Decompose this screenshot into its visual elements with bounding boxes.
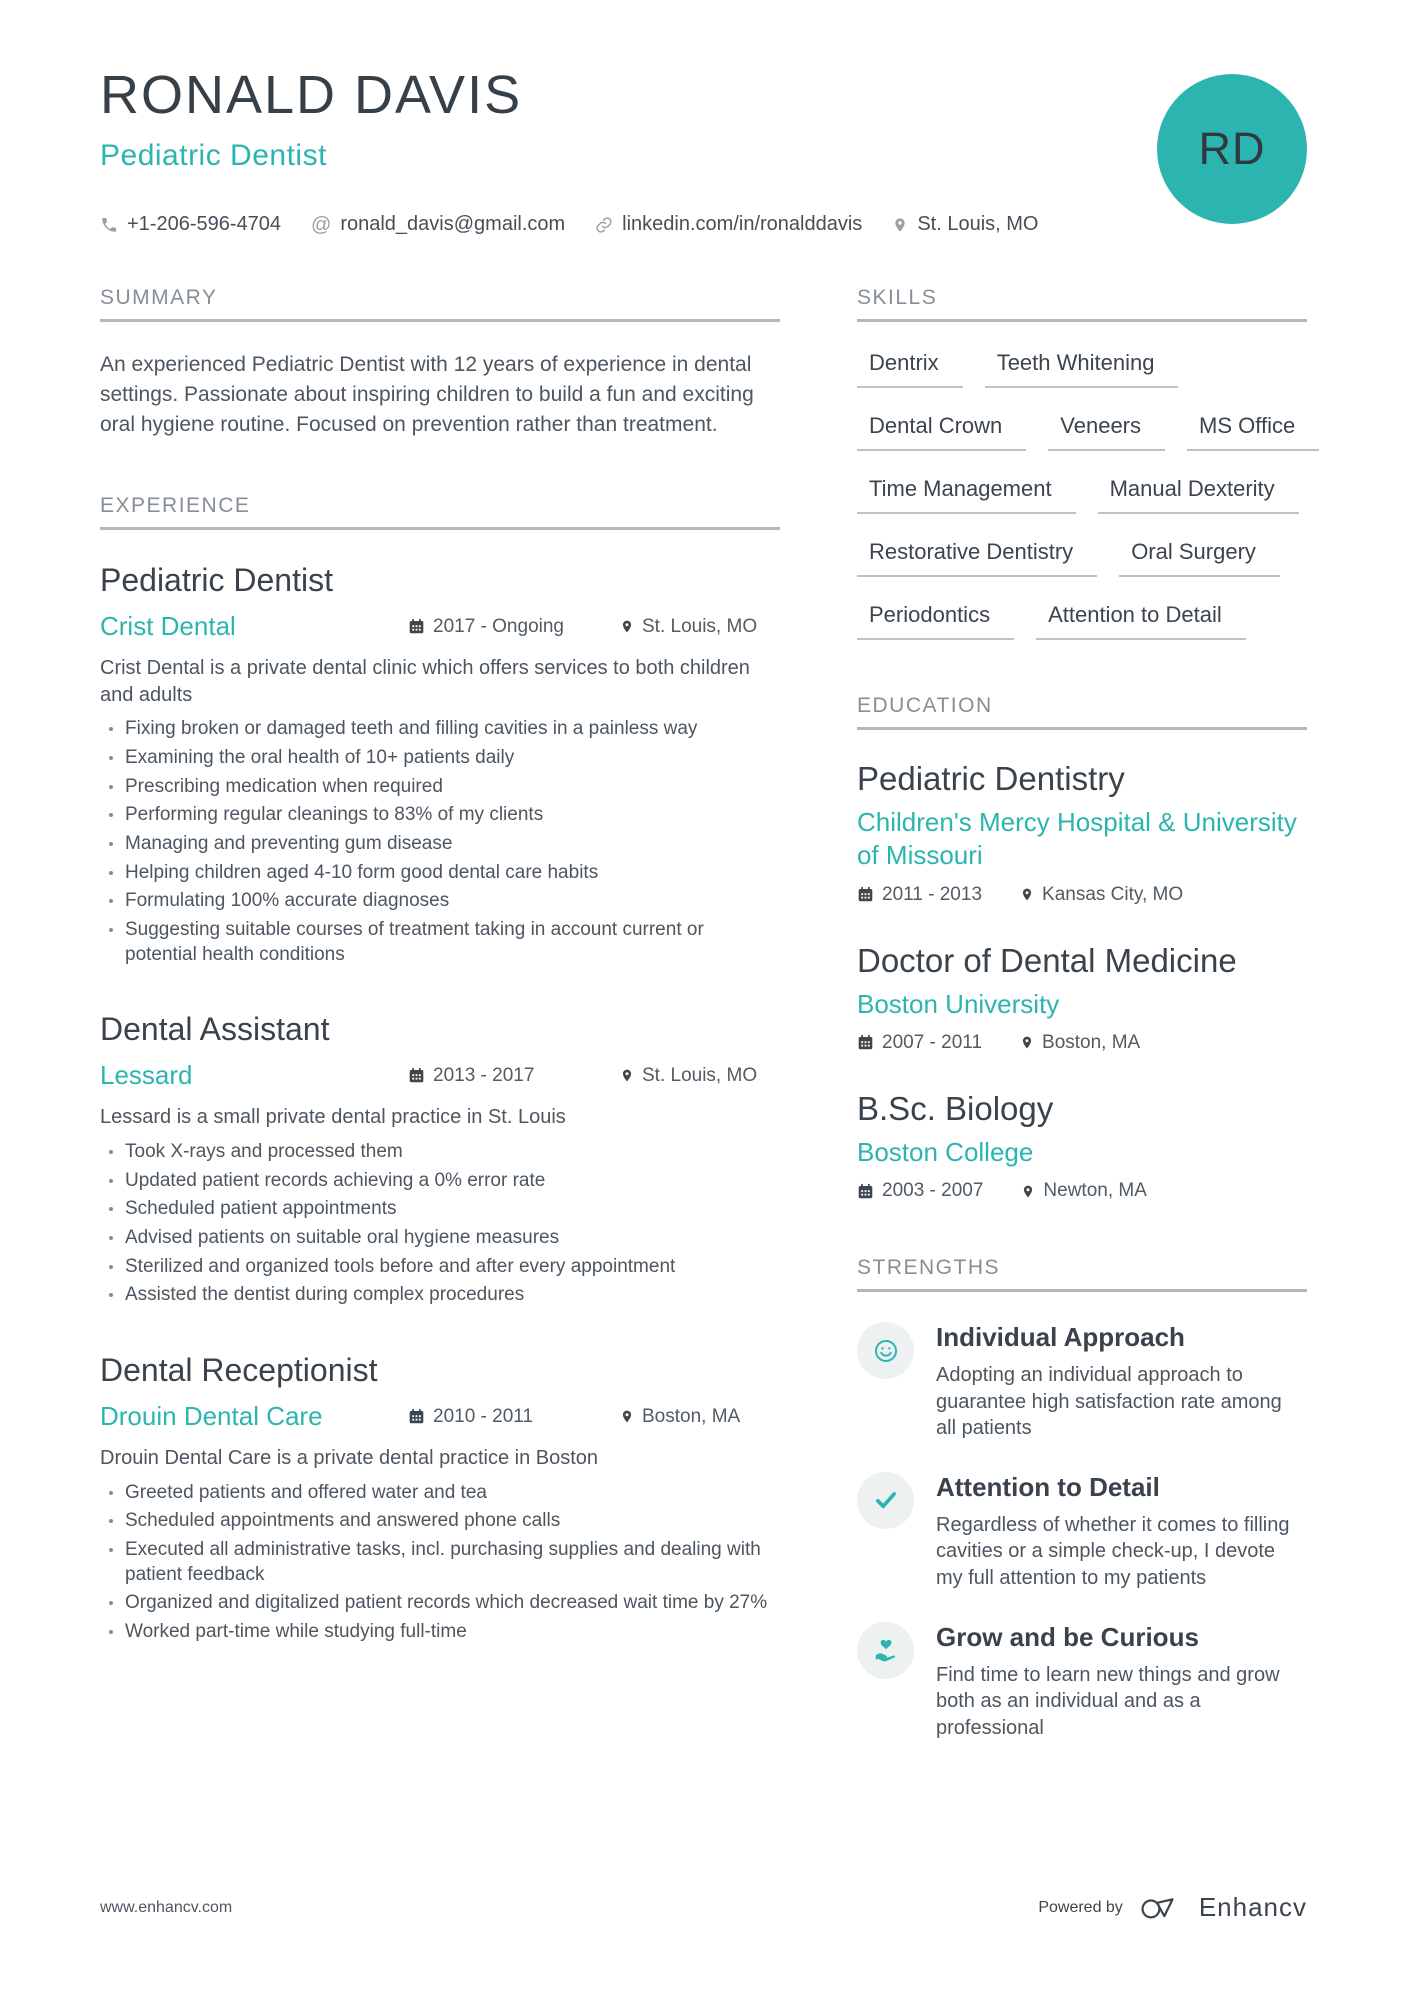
calendar-icon <box>857 1183 874 1200</box>
enhancv-logo-icon <box>1139 1894 1183 1921</box>
summary-text: An experienced Pediatric Dentist with 12 years of experience in dental settings. Passionate about inspiring children to build a fun and exciting oral hygiene routine. Focused on prevention rather than treatment. <box>100 353 754 437</box>
education-school: Boston College <box>857 1136 1034 1167</box>
skill-row <box>857 539 1307 577</box>
job-bullet: Suggesting suitable courses of treatment taking in account current or potential health conditions <box>100 918 780 967</box>
contact-location-value: St. Louis, MO <box>917 213 1039 235</box>
experience-entry <box>100 562 780 967</box>
link-icon <box>595 216 613 234</box>
job-location <box>620 616 780 638</box>
job-bullet: Scheduled patient appointments <box>100 1197 780 1222</box>
education-location-value: Newton, MA <box>1043 1180 1147 1202</box>
skill-tag: Dental Crown <box>857 413 1026 451</box>
education-location-value: Boston, MA <box>1042 1031 1141 1053</box>
at-icon: @ <box>311 213 332 236</box>
strength-entry <box>857 1322 1307 1442</box>
education-meta-row <box>857 1032 1307 1054</box>
experience-entry <box>100 1011 780 1308</box>
skill-tag: Periodontics <box>857 602 1014 640</box>
skills-section-title: SKILLS <box>857 286 1307 322</box>
job-title: Dental Receptionist <box>100 1352 378 1389</box>
job-meta-row <box>100 1060 780 1091</box>
skill-tag: Time Management <box>857 476 1076 514</box>
education-section <box>857 694 1307 1202</box>
job-bullet: Performing regular cleanings to 83% of my clients <box>100 803 780 828</box>
education-degree: B.Sc. Biology <box>857 1089 1054 1127</box>
location-icon <box>1021 1183 1035 1200</box>
person-name: RONALD DAVIS <box>100 65 523 125</box>
powered-by-label: Powered by <box>1038 1898 1123 1916</box>
calendar-icon <box>857 886 874 903</box>
contact-email[interactable] <box>311 213 565 236</box>
job-bullet: Formulating 100% accurate diagnoses <box>100 889 780 914</box>
calendar-icon <box>857 1034 874 1051</box>
contact-row <box>100 213 1307 236</box>
location-icon <box>1020 1034 1034 1051</box>
job-bullet: Advised patients on suitable oral hygiene measures <box>100 1226 780 1251</box>
job-company: Lessard <box>100 1060 193 1091</box>
job-bullet: Prescribing medication when required <box>100 775 780 800</box>
skill-row <box>857 476 1307 514</box>
job-description: Crist Dental is a private dental clinic which offers services to both children and adults <box>100 657 750 706</box>
education-degree: Pediatric Dentistry <box>857 760 1125 797</box>
education-dates-value: 2007 - 2011 <box>882 1031 983 1053</box>
person-headline: Pediatric Dentist <box>100 139 327 172</box>
job-dates-value: 2017 - Ongoing <box>433 615 564 637</box>
job-dates-value: 2013 - 2017 <box>433 1064 535 1086</box>
contact-phone[interactable] <box>100 213 281 236</box>
strength-title: Grow and be Curious <box>936 1621 1199 1652</box>
job-meta-row <box>100 1401 780 1432</box>
skill-tag: Oral Surgery <box>1119 539 1280 577</box>
job-bullet: Managing and preventing gum disease <box>100 832 780 857</box>
job-description: Lessard is a small private dental practice in St. Louis <box>100 1106 566 1129</box>
job-bullet: Helping children aged 4-10 form good dental care habits <box>100 861 780 886</box>
job-bullet: Worked part-time while studying full-time <box>100 1620 780 1645</box>
experience-section-title: EXPERIENCE <box>100 494 780 530</box>
right-column <box>857 286 1307 1741</box>
skill-tag: Attention to Detail <box>1036 602 1246 640</box>
skill-tag: Restorative Dentistry <box>857 539 1097 577</box>
job-bullet: Scheduled appointments and answered phone calls <box>100 1509 780 1534</box>
job-company: Drouin Dental Care <box>100 1401 323 1432</box>
job-description: Drouin Dental Care is a private dental practice in Boston <box>100 1447 599 1470</box>
job-dates <box>408 1065 620 1087</box>
education-dates <box>857 884 982 906</box>
location-icon <box>892 216 908 234</box>
job-bullet: Assisted the dentist during complex procedures <box>100 1283 780 1308</box>
education-entry <box>857 942 1307 1054</box>
job-bullet: Took X-rays and processed them <box>100 1140 780 1165</box>
avatar-initials: RD <box>1198 123 1266 174</box>
job-dates <box>408 1406 620 1428</box>
job-bullet: Greeted patients and offered water and tea <box>100 1481 780 1506</box>
job-location <box>620 1065 780 1087</box>
strengths-section <box>857 1256 1307 1741</box>
contact-linkedin-value: linkedin.com/in/ronalddavis <box>622 213 863 235</box>
smiley-icon <box>857 1322 914 1379</box>
experience-section <box>100 494 780 1645</box>
strength-text: Find time to learn new things and grow both as an individual and as a professional <box>936 1663 1280 1739</box>
strength-text: Regardless of whether it comes to filling cavities or a simple check-up, I devote my full attention to my patients <box>936 1513 1290 1590</box>
resume-columns <box>100 286 1307 1741</box>
education-degree: Doctor of Dental Medicine <box>857 941 1237 979</box>
contact-linkedin[interactable] <box>595 213 862 236</box>
left-column <box>100 286 780 1741</box>
education-meta-row <box>857 884 1307 906</box>
strength-entry <box>857 1472 1307 1592</box>
skill-tag: Manual Dexterity <box>1098 476 1299 514</box>
job-dates-value: 2010 - 2011 <box>433 1405 534 1427</box>
strength-entry <box>857 1622 1307 1742</box>
job-bullet: Examining the oral health of 10+ patients daily <box>100 746 780 771</box>
job-location-value: St. Louis, MO <box>642 1064 758 1086</box>
strength-text: Adopting an individual approach to guarantee high satisfaction rate among all patients <box>936 1364 1282 1440</box>
strength-body <box>936 1322 1307 1442</box>
strengths-section-title: STRENGTHS <box>857 1256 1307 1292</box>
summary-section-title: SUMMARY <box>100 286 780 322</box>
job-bullet: Updated patient records achieving a 0% error rate <box>100 1169 780 1194</box>
avatar <box>1157 74 1307 224</box>
job-title: Pediatric Dentist <box>100 562 333 599</box>
contact-phone-value: +1-206-596-4704 <box>127 213 282 235</box>
job-meta-row <box>100 611 780 642</box>
contact-email-value: ronald_davis@gmail.com <box>340 213 566 235</box>
education-dates <box>857 1180 983 1202</box>
strength-body <box>936 1472 1307 1592</box>
skill-row <box>857 602 1307 640</box>
education-section-title: EDUCATION <box>857 694 1307 730</box>
education-location <box>1020 1032 1140 1054</box>
summary-section <box>100 286 780 440</box>
job-dates <box>408 616 620 638</box>
job-bullet: Executed all administrative tasks, incl. purchasing supplies and dealing with patient feedback <box>100 1538 780 1587</box>
location-icon <box>620 618 634 635</box>
page-footer <box>100 1892 1307 1923</box>
education-entry <box>857 1090 1307 1202</box>
job-bullet-list <box>100 1140 780 1308</box>
skill-tag: Veneers <box>1048 413 1165 451</box>
job-bullet: Sterilized and organized tools before and after every appointment <box>100 1255 780 1280</box>
calendar-icon <box>408 1408 425 1425</box>
skill-tag: Dentrix <box>857 350 963 388</box>
phone-icon <box>100 216 118 234</box>
education-location <box>1021 1180 1146 1202</box>
strength-title: Attention to Detail <box>936 1471 1160 1502</box>
resume-header <box>100 64 1307 236</box>
contact-location <box>892 213 1038 236</box>
job-location-value: Boston, MA <box>642 1405 741 1427</box>
job-bullet: Organized and digitalized patient records which decreased wait time by 27% <box>100 1591 780 1616</box>
location-icon <box>1020 886 1034 903</box>
job-location-value: St. Louis, MO <box>642 615 758 637</box>
education-dates-value: 2011 - 2013 <box>882 883 983 905</box>
hand-heart-icon <box>857 1622 914 1679</box>
education-entry <box>857 760 1307 906</box>
education-dates-value: 2003 - 2007 <box>882 1180 984 1202</box>
skills-list <box>857 350 1307 640</box>
job-bullet: Fixing broken or damaged teeth and filling cavities in a painless way <box>100 717 780 742</box>
job-company: Crist Dental <box>100 611 236 642</box>
education-location <box>1020 884 1183 906</box>
skills-section <box>857 286 1307 640</box>
powered-by-block[interactable] <box>1038 1892 1307 1923</box>
location-icon <box>620 1067 634 1084</box>
brand-name: Enhancv <box>1198 1892 1307 1922</box>
education-dates <box>857 1032 982 1054</box>
education-school: Boston University <box>857 988 1060 1019</box>
job-title: Dental Assistant <box>100 1011 330 1048</box>
education-location-value: Kansas City, MO <box>1042 883 1184 905</box>
experience-entry <box>100 1352 780 1645</box>
education-meta-row <box>857 1180 1307 1202</box>
location-icon <box>620 1408 634 1425</box>
skill-tag: MS Office <box>1187 413 1319 451</box>
footer-site-url[interactable]: www.enhancv.com <box>100 1898 233 1916</box>
calendar-icon <box>408 1067 425 1084</box>
strength-body <box>936 1622 1307 1742</box>
skill-row <box>857 413 1307 451</box>
skill-tag: Teeth Whitening <box>985 350 1179 388</box>
calendar-icon <box>408 618 425 635</box>
check-icon <box>857 1472 914 1529</box>
job-location <box>620 1406 780 1428</box>
skill-row <box>857 350 1307 388</box>
education-school: Children's Mercy Hospital & University of Missouri <box>857 807 1297 871</box>
job-bullet-list <box>100 1481 780 1645</box>
strength-title: Individual Approach <box>936 1322 1185 1353</box>
job-bullet-list <box>100 717 780 967</box>
